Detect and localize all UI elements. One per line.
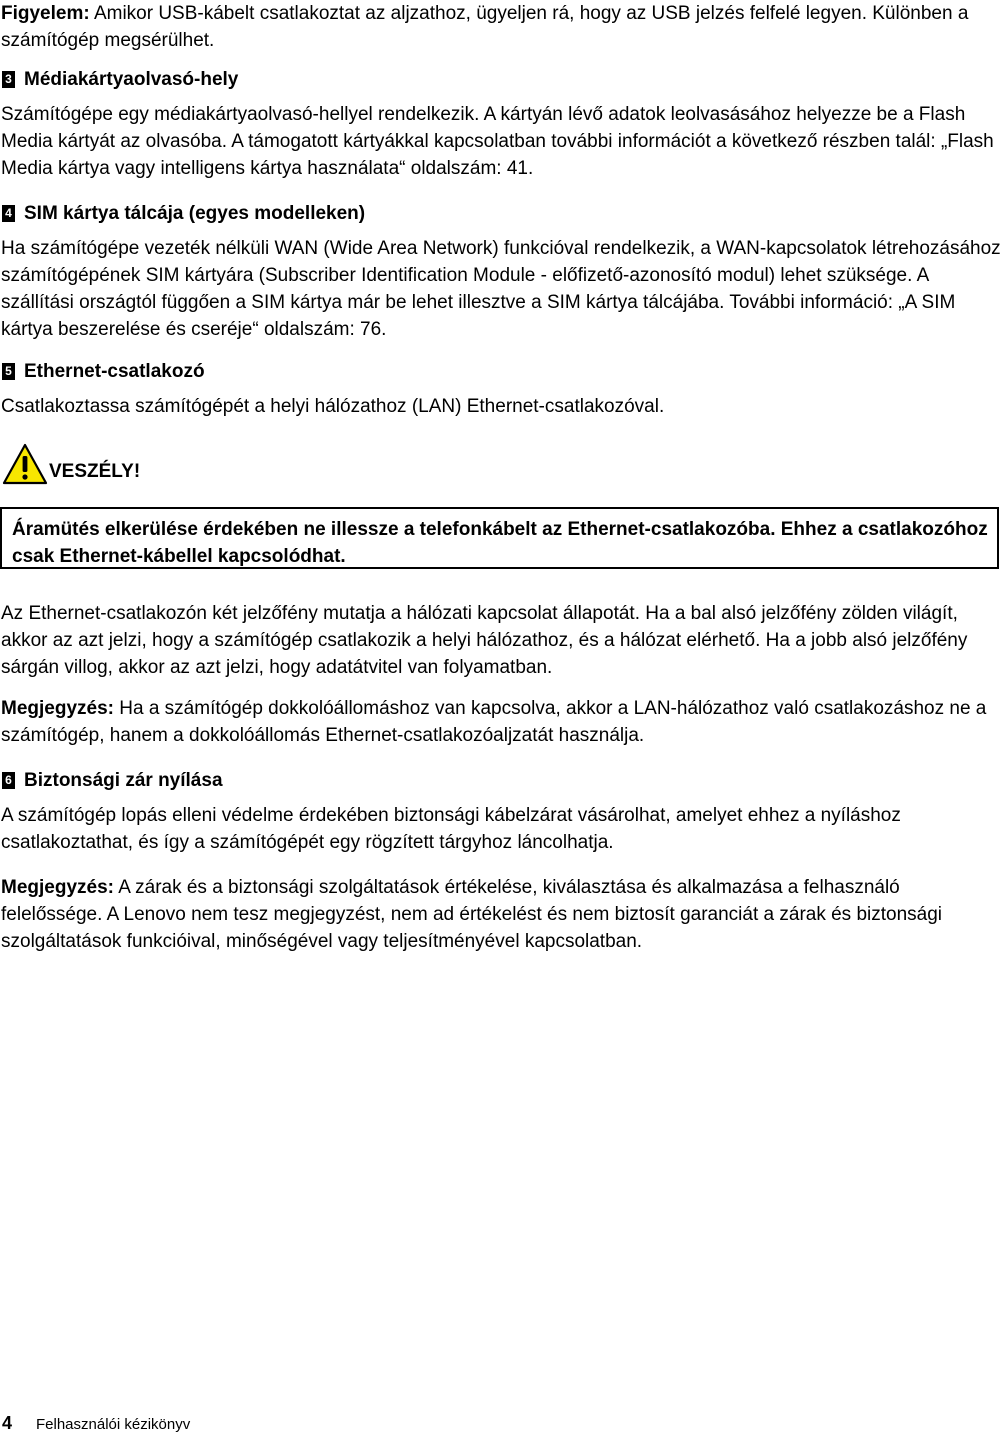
page-number: 4 <box>2 1413 13 1433</box>
page-footer <box>2 1410 190 1438</box>
section-heading-ethernet <box>1 358 205 385</box>
section-title: SIM kártya tálcája (egyes modelleken) <box>24 203 366 224</box>
section-title: Biztonsági zár nyílása <box>24 770 223 791</box>
section-heading-card-reader <box>1 66 238 93</box>
section-body-sim-tray: Ha számítógépe vezeték nélküli WAN (Wide Area Network) funkcióval rendelkezik, a WAN-kapcsolatok létrehozásához számítógépének SIM kártyára (Subscriber Identification Module - előfizető-azonosító modul) lehet szüksége. A szállítási országtól függően a SIM kártya már be lehet illesztve a SIM kártya tálcájába. További információ: „A SIM kártya beszerelése és cseréje“ oldalszám: 76. <box>1 238 1001 340</box>
section-heading-security-slot <box>1 767 223 794</box>
section-number-badge: 3 <box>2 71 15 88</box>
note-label: Megjegyzés: <box>1 698 114 719</box>
dock-note <box>1 695 1001 749</box>
danger-label: VESZÉLY! <box>49 461 141 482</box>
section-title: Ethernet-csatlakozó <box>24 361 205 382</box>
section-number-badge: 5 <box>2 363 15 380</box>
manual-title: Felhasználói kézikönyv <box>36 1416 191 1433</box>
danger-text: Áramütés elkerülése érdekében ne illessze a telefonkábelt az Ethernet-csatlakozóba. Ehhez a csatlakozóhoz csak Ethernet-kábellel kapcsolódhat. <box>12 519 988 567</box>
usb-warning-note <box>1 0 1001 54</box>
section-title: Médiakártyaolvasó-hely <box>24 69 239 90</box>
note-label: Megjegyzés: <box>1 877 114 898</box>
ethernet-leds-paragraph: Az Ethernet-csatlakozón két jelzőfény mutatja a hálózati kapcsolat állapotát. Ha a bal alsó jelzőfény zölden világít, akkor az azt jelzi, hogy a számítógép csatlakozik a helyi hálózathoz, és a hálózat elérhető. Ha a jobb alsó jelzőfény sárgán villog, akkor az azt jelzi, hogy adatátvitel van folyamatban. <box>1 603 968 678</box>
section-body-security-slot: A számítógép lopás elleni védelme érdekében biztonsági kábelzárat vásárolhat, amelyet ehhez a nyíláshoz csatlakoztathat, és így a számítógépét egy rögzített tárgyhoz láncolhatja. <box>1 805 901 853</box>
warning-triangle-icon <box>1 442 49 486</box>
note-label: Figyelem: <box>1 3 90 24</box>
danger-box <box>0 507 999 569</box>
note-text: Amikor USB-kábelt csatlakoztat az aljzathoz, ügyeljen rá, hogy az USB jelzés felfelé legyen. Különben a számítógép megsérülhet. <box>1 3 969 51</box>
section-body-card-reader: Számítógépe egy médiakártyaolvasó-hellyel rendelkezik. A kártyán lévő adatok leolvasásához helyezze be a Flash Media kártyát az olvasóba. A támogatott kártyákkal kapcsolatban további információt a következő részben talál: „Flash Media kártya vagy intelligens kártya használata“ oldalszám: 41. <box>1 104 994 179</box>
section-number-badge: 6 <box>2 772 15 789</box>
section-number-badge: 4 <box>2 205 15 222</box>
section-heading-sim-tray <box>1 200 365 227</box>
lock-note <box>1 874 1001 955</box>
note-text: A zárak és a biztonsági szolgáltatások értékelése, kiválasztása és alkalmazása a felhasználó felelőssége. A Lenovo nem tesz megjegyzést, nem ad értékelést és nem biztosít garanciát a zárak és biztonsági szolgáltatások funkcióival, minőségével vagy teljesítményével kapcsolatban. <box>1 877 943 952</box>
section-body-ethernet: Csatlakoztassa számítógépét a helyi hálózathoz (LAN) Ethernet-csatlakozóval. <box>1 396 665 417</box>
note-text: Ha a számítógép dokkolóállomáshoz van kapcsolva, akkor a LAN-hálózathoz való csatlakozáshoz ne a számítógép, hanem a dokkolóállomás Ethernet-csatlakozóaljzatát használja. <box>1 698 987 746</box>
danger-heading <box>1 440 140 486</box>
